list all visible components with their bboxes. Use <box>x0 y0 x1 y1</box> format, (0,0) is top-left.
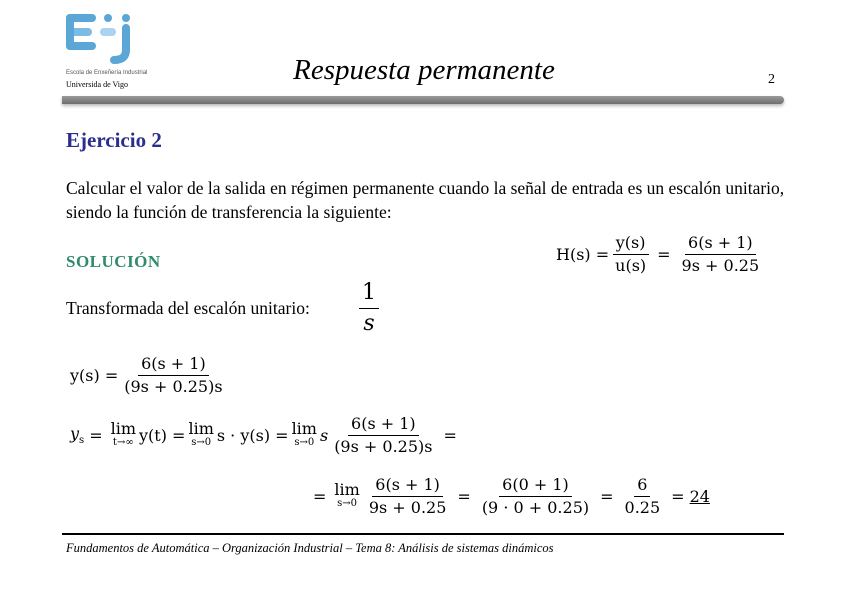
result-equation <box>308 476 710 517</box>
res2-num: 6(0 + 1) <box>499 476 572 497</box>
res2-den: (9 · 0 + 0.25) <box>481 498 590 517</box>
step-fraction <box>359 280 379 337</box>
ys-symbol: $y_s$ <box>70 424 85 447</box>
limit-t-inf: lim t→∞ <box>110 418 136 448</box>
h-num1: y(s) <box>613 234 649 255</box>
res-fraction-3 <box>622 476 664 517</box>
h-den1: u(s) <box>615 256 647 275</box>
y-lhs: y(s) = <box>70 366 119 385</box>
h-num2: 6(s + 1) <box>685 234 756 255</box>
exercise-statement: Calcular el valor de la salida en régimen permanente cuando la señal de entrada es un escalón unitario, siendo la función de transferencia la siguiente: <box>66 178 785 222</box>
res3-num: 6 <box>634 476 650 497</box>
y-of-t: y(t) = <box>139 426 186 445</box>
y-den: (9s + 0.25)s <box>124 377 223 396</box>
final-result: 24 <box>689 487 710 506</box>
page-number: 2 <box>768 72 775 87</box>
equals-sign: = <box>600 487 614 506</box>
step-num: 1 <box>359 280 379 309</box>
equals-sign: = <box>457 487 471 506</box>
ys-den: (9s + 0.25)s <box>334 437 433 456</box>
equals-sign: = <box>89 426 103 445</box>
header-divider <box>62 96 784 104</box>
y-fraction <box>121 355 225 396</box>
equals-sign: = <box>443 426 457 445</box>
slide-title: Respuesta permanente <box>293 54 555 86</box>
output-equation <box>70 355 229 396</box>
exercise-title: Ejercicio 2 <box>66 128 162 152</box>
res1-num: 6(s + 1) <box>372 476 443 497</box>
h-den2: 9s + 0.25 <box>681 256 760 275</box>
ys-num: 6(s + 1) <box>348 415 419 436</box>
s-factor: s <box>319 426 329 445</box>
h-fraction-1 <box>612 234 649 275</box>
s-times-y: s · y(s) = <box>216 426 289 445</box>
steady-state-equation <box>70 415 462 456</box>
ys-fraction <box>331 415 435 456</box>
res-fraction-2 <box>479 476 592 517</box>
footer-text: Fundamentos de Automática – Organización Industrial – Tema 8: Análisis de sistemas dinámicos <box>66 541 554 555</box>
h-fraction-2 <box>679 234 763 275</box>
limit-s-zero-1: lim s→0 <box>188 418 214 448</box>
school-name: Escola de Enxeñería Industrial <box>66 70 148 76</box>
solution-label: SOLUCIÓN <box>66 252 161 271</box>
limit-s-zero-2: lim s→0 <box>291 418 317 448</box>
equals-sign: = <box>671 487 685 506</box>
transfer-function-equation <box>556 234 765 275</box>
equals-sign: = <box>657 245 671 264</box>
university-name: Universida de Vigo <box>66 80 129 89</box>
y-num: 6(s + 1) <box>138 355 209 376</box>
limit-s-zero-3: lim s→0 <box>334 479 360 509</box>
step-den: s <box>363 311 375 336</box>
res-fraction-1 <box>366 476 450 517</box>
footer-divider <box>62 533 784 535</box>
h-lhs: H(s) = <box>556 245 610 264</box>
step-transform-label: Transformada del escalón unitario: <box>66 298 310 318</box>
res1-den: 9s + 0.25 <box>368 498 447 517</box>
step-transform-fraction <box>356 280 382 337</box>
equals-sign: = <box>313 487 327 506</box>
res3-den: 0.25 <box>624 498 661 517</box>
